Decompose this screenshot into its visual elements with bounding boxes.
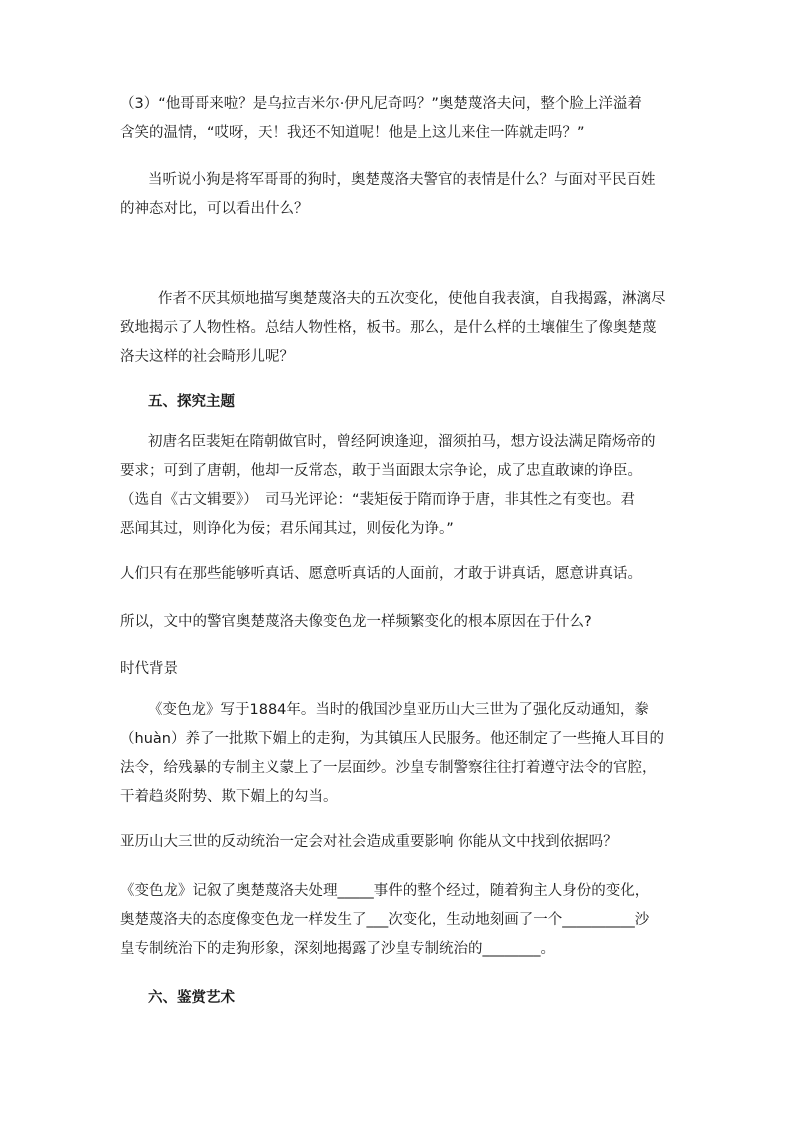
section-heading-six: 六、鉴赏艺术	[148, 990, 235, 1006]
text-line: 致地揭示了人物性格。总结人物性格，板书。那么，是什么样的土壤催生了像奥楚蔑	[120, 320, 657, 336]
subheading-background	[120, 655, 680, 684]
paragraph-pei-ju	[120, 428, 680, 544]
text-line: 奥楚蔑洛夫的态度像变色龙一样发生了___次变化，生动地刻画了一个__________沙	[120, 912, 650, 928]
paragraph-question-expression	[120, 166, 680, 224]
paragraph-quote-3	[120, 90, 680, 148]
text-line: 干着趋炎附势、欺下媚上的勾当。	[120, 789, 338, 805]
text-line: 含笑的温情，“哎呀，天！我还不知道呢！他是上这儿来住一阵就走吗？”	[120, 125, 585, 141]
paragraph-fill-blanks	[120, 877, 680, 964]
paragraph-question-cause	[120, 608, 680, 637]
text-line: 当听说小狗是将军哥哥的狗时，奥楚蔑洛夫警官的表情是什么？与面对平民百姓	[148, 172, 656, 188]
text-line: 皇专制统治下的走狗形象，深刻地揭露了沙皇专制统治的________。	[120, 941, 555, 957]
text-line: 的神态对比，可以看出什么？	[120, 201, 309, 217]
text-line: （3）“他哥哥来啦？是乌拉吉米尔·伊凡尼奇吗？”奥楚蔑洛夫问，整个脸上洋溢着	[120, 96, 642, 112]
paragraph-truth	[120, 560, 680, 589]
text-line: 恶闻其过，则诤化为佞；君乐闻其过，则佞化为诤。”	[120, 521, 454, 537]
text-line: 时代背景	[120, 661, 178, 677]
text-line: 人们只有在那些能够听真话、愿意听真话的人面前，才敢于讲真话，愿意讲真话。	[120, 566, 642, 582]
section-heading-five: 五、探究主题	[148, 394, 235, 410]
text-line: 要求；可到了唐朝，他却一反常态，敢于当面跟太宗争论，成了忠直敢谏的诤臣。	[120, 463, 642, 479]
text-line: 《变色龙》记叙了奥楚蔑洛夫处理_____事件的整个经过，随着狗主人身份的变化，	[120, 883, 650, 899]
paragraph-background	[120, 696, 680, 812]
text-line: （huàn）养了一批欺下媚上的走狗，为其镇压人民服务。他还制定了一些掩人耳目的	[120, 731, 664, 747]
text-line: 初唐名臣裴矩在隋朝做官时，曾经阿谀逢迎，溜须拍马，想方设法满足隋炀帝的	[148, 434, 656, 450]
text-line: 亚历山大三世的反动统治一定会对社会造成重要影响 你能从文中找到依据吗？	[120, 834, 618, 850]
text-line: 法令，给残暴的专制主义蒙上了一层面纱。沙皇专制警察往往打着遵守法令的官腔，	[120, 760, 657, 776]
text-line: （选自《古文辑要》） 司马光评论：“裴矩佞于隋而诤于唐，非其性之有变也。君	[120, 492, 636, 508]
text-line: 作者不厌其烦地描写奥楚蔑洛夫的五次变化，使他自我表演，自我揭露，淋漓尽	[158, 291, 666, 307]
text-line: 洛夫这样的社会畸形儿呢？	[120, 349, 294, 365]
paragraph-question-influence	[120, 828, 680, 857]
paragraph-character-summary	[120, 285, 680, 372]
text-line: 所以，文中的警官奥楚蔑洛夫像变色龙一样频繁变化的根本原因在于什么?	[120, 614, 592, 630]
text-line: 《变色龙》写于1884年。当时的俄国沙皇亚历山大三世为了强化反动通知，豢	[148, 702, 649, 718]
